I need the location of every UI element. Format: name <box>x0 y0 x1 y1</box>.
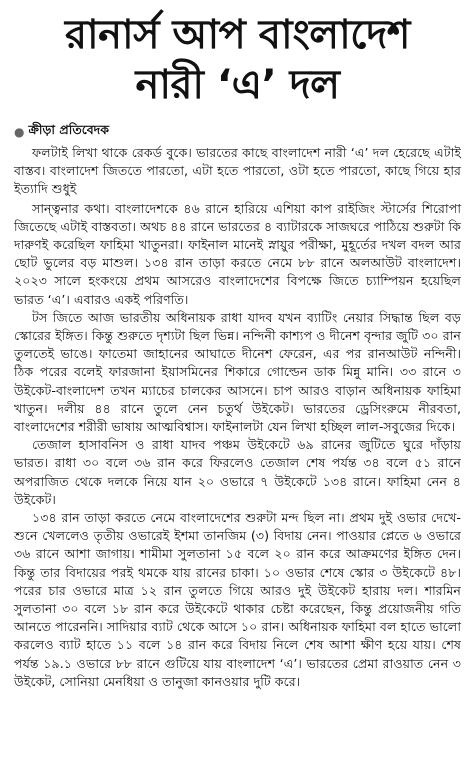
headline-line-1: রানার্স আপ বাংলাদেশ <box>65 12 410 58</box>
article-paragraph: সান্ত্বনার কথা। বাংলাদেশকে ৪৬ রানে হারিয়ে এশিয়া কাপ রাইজিং স্টার্সের শিরোপা জিতেছে এটাই বাস্তবতা। অথচ ৪৪ রানে ভারতের ৪ ব্যাটারকে সাজঘরে পাঠিয়ে শুরুটা কি দারুণই করেছিল ফাহিমা খাতুনরা। ফাইনাল মানেই স্নায়ুর পরীক্ষা, মুহূর্তের দখল বদল আর ছোট ভুলের বড় মাশুল। ১৩৪ রান তাড়া করতে নেমে ৮৮ রানে অলআউট বাংলাদেশ। ২০২৩ সালে হংকংয়ে প্রথম আসরেও বাংলাদেশের বিপক্ষে জিতে চ্যাম্পিয়ন হয়েছিল ভারত ‘এ’। এবারও একই পরিণতি। <box>14 200 461 307</box>
article-paragraph: তেজাল হাসাবনিস ও রাধা যাদব পঞ্চম উইকেটে ৬৯ রানের জুটিতে ঘুরে দাঁড়ায় ভারত। রাধা ৩০ বলে ৩৬ রান করে ফিরলেও তেজাল শেষ পর্যন্ত ৩৪ বলে ৫১ রানে অপরাজিত থেকে দলকে নিয়ে যান ২০ ওভারে ৭ উইকেটে ১৩৪ রানে। ফাহিমা নেন ৪ উইকেট। <box>14 437 461 507</box>
article-paragraph: ফলটাই লিখা থাকে রেকর্ড বুকে। ভারতের কাছে বাংলাদেশ নারী ‘এ’ দল হেরেছে এটাই বাস্তব। বাংলাদেশ জিততে পারতো, এটা হতে পারতো, ওটা হতে পারতো, কাছে গিয়ে হার ইত্যাদি শুধুই <box>14 145 461 197</box>
article-paragraph: ১৩৪ রান তাড়া করতে নেমে বাংলাদেশের শুরুটা মন্দ ছিল না। প্রথম দুই ওভার দেখে-শুনে খেললেও তৃতীয় ওভারেই ইশমা তানজিম (৩) বিদায় নেন। পাওয়ার প্লেতে ৬ ওভারে ৩৬ রানে আশা জাগায়। শামীমা সুলতানা ১৫ বলে ২০ রান করে আক্রমণের ইঙ্গিত দেন। কিন্তু তার বিদায়ের পরই থমকে যায় রানের চাকা। ১০ ওভার শেষে স্কোর ৩ উইকেটে ৪৮। পরের চার ওভারে মাত্র ১২ রান তুলতে গিয়ে আরও দুই উইকেট হারায় দল। শারমিন সুলতানা ৩০ বলে ১৮ রান করে উইকেটে থাকার চেষ্টা করেছেন, কিন্তু প্রয়োজনীয় গতি আনতে পারেননি। সাদিয়ার ব্যাট থেকে আসে ১০ রান। অধিনায়ক ফাহিমা বল হাতে ভালো করলেও ব্যাট হাতে ১১ বলে ১৪ রান করে বিদায় নিলে শেষ আশা ক্ষীণ হয়ে যায়। শেষ পর্যন্ত ১৯.১ ওভারে ৮৮ রানে গুটিয়ে যায় বাংলাদেশ ‘এ’। ভারতের প্রেমা রাওয়াত নেন ৩ উইকেট, সোনিয়া মেনধিয়া ও তানুজা কানওয়ার দুটি করে। <box>14 510 461 689</box>
byline-text: ক্রীড়া প্রতিবেদক <box>28 122 109 137</box>
article-paragraph: টস জিতে আজ ভারতীয় অধিনায়ক রাধা যাদব যখন ব্যাটিং নেয়ার সিদ্ধান্ত ছিল বড় স্কোরের ইঙ্গিত। কিন্তু শুরুতে দৃশ্যটা ছিল ভিন্ন। নন্দিনী কাশ্যপ ও দীনেশ বৃন্দার জুটি ৩০ রান তুলতেই ভাঙে। ফাতেমা জাহানের আঘাতে দীনেশ ফেরেন, এর পর রানআউট নন্দিনী। ঠিক পরের বলেই ফারজানা ইয়াসমিনের শিকারে গোল্ডেন ডাক মিন্নু মানি। ৩৩ রানে ৩ উইকেট-বাংলাদেশ তখন ম্যাচের চালকের আসনে। চাপ আরও বাড়ান অধিনায়ক ফাহিমা খাতুন। দলীয় ৪৪ রানে তুলে নেন চতুর্থ উইকেট। ভারতের ড্রেসিংরুমে নীরবতা, বাংলাদেশের শরীরী ভাষায় আত্মবিশ্বাস। ফাইনালটা যেন লিখা হচ্ছিল লাল-সবুজের দিকে। <box>14 309 461 435</box>
byline <box>14 122 461 142</box>
bullet-icon: ● <box>14 125 25 139</box>
headline <box>14 10 461 110</box>
article-body <box>14 144 461 691</box>
headline-line-2: নারী ‘এ’ দল <box>135 62 340 108</box>
